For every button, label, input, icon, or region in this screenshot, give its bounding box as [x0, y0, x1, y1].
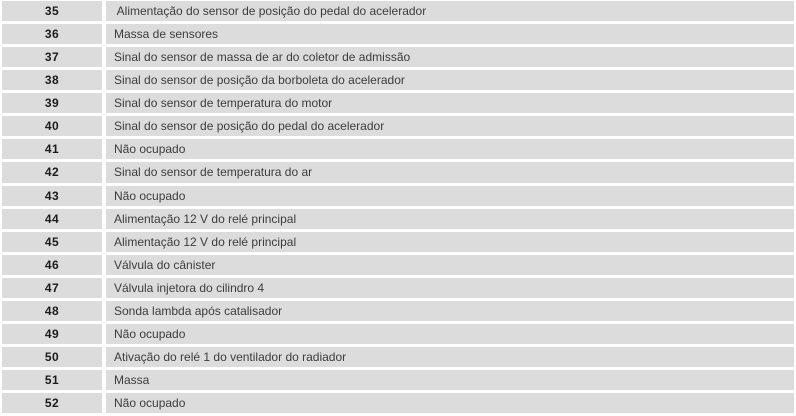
table-row: [2, 301, 794, 321]
table-row: [2, 24, 794, 44]
pin-number-cell: 42: [2, 162, 102, 182]
pin-number-cell: 45: [2, 232, 102, 252]
pin-description-cell: Sinal do sensor de temperatura do motor: [106, 93, 794, 113]
table-row: [2, 209, 794, 229]
pin-description-cell: Massa de sensores: [106, 24, 794, 44]
pin-number-cell: 46: [2, 255, 102, 275]
table-row: [2, 186, 794, 206]
pin-description-cell: Alimentação 12 V do relé principal: [106, 232, 794, 252]
pin-description-cell: Sinal do sensor de massa de ar do coletor de admissão: [106, 47, 794, 67]
pin-description-cell: Massa: [106, 370, 794, 390]
table-row: [2, 116, 794, 136]
pin-description-cell: Válvula injetora do cilindro 4: [106, 278, 794, 298]
pin-description-cell: Não ocupado: [106, 139, 794, 159]
pin-number-cell: 48: [2, 301, 102, 321]
pin-number-cell: 44: [2, 209, 102, 229]
pin-number-cell: 41: [2, 139, 102, 159]
pin-number-cell: 35: [2, 1, 102, 21]
pin-description-cell: Não ocupado: [106, 324, 794, 344]
pin-description-cell: Ativação do relé 1 do ventilador do radiador: [106, 347, 794, 367]
pin-description-cell: Não ocupado: [106, 186, 794, 206]
table-row: [2, 139, 794, 159]
pin-number-cell: 36: [2, 24, 102, 44]
pin-number-cell: 43: [2, 186, 102, 206]
pin-number-cell: 38: [2, 70, 102, 90]
table-row: [2, 324, 794, 344]
pin-description-cell: Sonda lambda após catalisador: [106, 301, 794, 321]
table-row: [2, 255, 794, 275]
pin-description-cell: Não ocupado: [106, 393, 794, 413]
pin-number-cell: 39: [2, 93, 102, 113]
pin-number-cell: 49: [2, 324, 102, 344]
table-row: [2, 393, 794, 413]
pin-description-cell: Válvula do cânister: [106, 255, 794, 275]
table-row: [2, 47, 794, 67]
table-row: [2, 93, 794, 113]
pin-description-cell: Sinal do sensor de temperatura do ar: [106, 162, 794, 182]
pin-number-cell: 47: [2, 278, 102, 298]
pin-number-cell: 50: [2, 347, 102, 367]
table-row: [2, 70, 794, 90]
pin-description-cell: Alimentação do sensor de posição do pedal do acelerador: [106, 1, 794, 21]
table-row: [2, 1, 794, 21]
table-row: [2, 162, 794, 182]
table-row: [2, 370, 794, 390]
pin-description-cell: Sinal do sensor de posição da borboleta do acelerador: [106, 70, 794, 90]
table-row: [2, 278, 794, 298]
pin-description-cell: Alimentação 12 V do relé principal: [106, 209, 794, 229]
table-row: [2, 232, 794, 252]
pin-description-cell: Sinal do sensor de posição do pedal do acelerador: [106, 116, 794, 136]
pin-number-cell: 37: [2, 47, 102, 67]
table-row: [2, 347, 794, 367]
pin-number-cell: 51: [2, 370, 102, 390]
pin-number-cell: 52: [2, 393, 102, 413]
pin-number-cell: 40: [2, 116, 102, 136]
